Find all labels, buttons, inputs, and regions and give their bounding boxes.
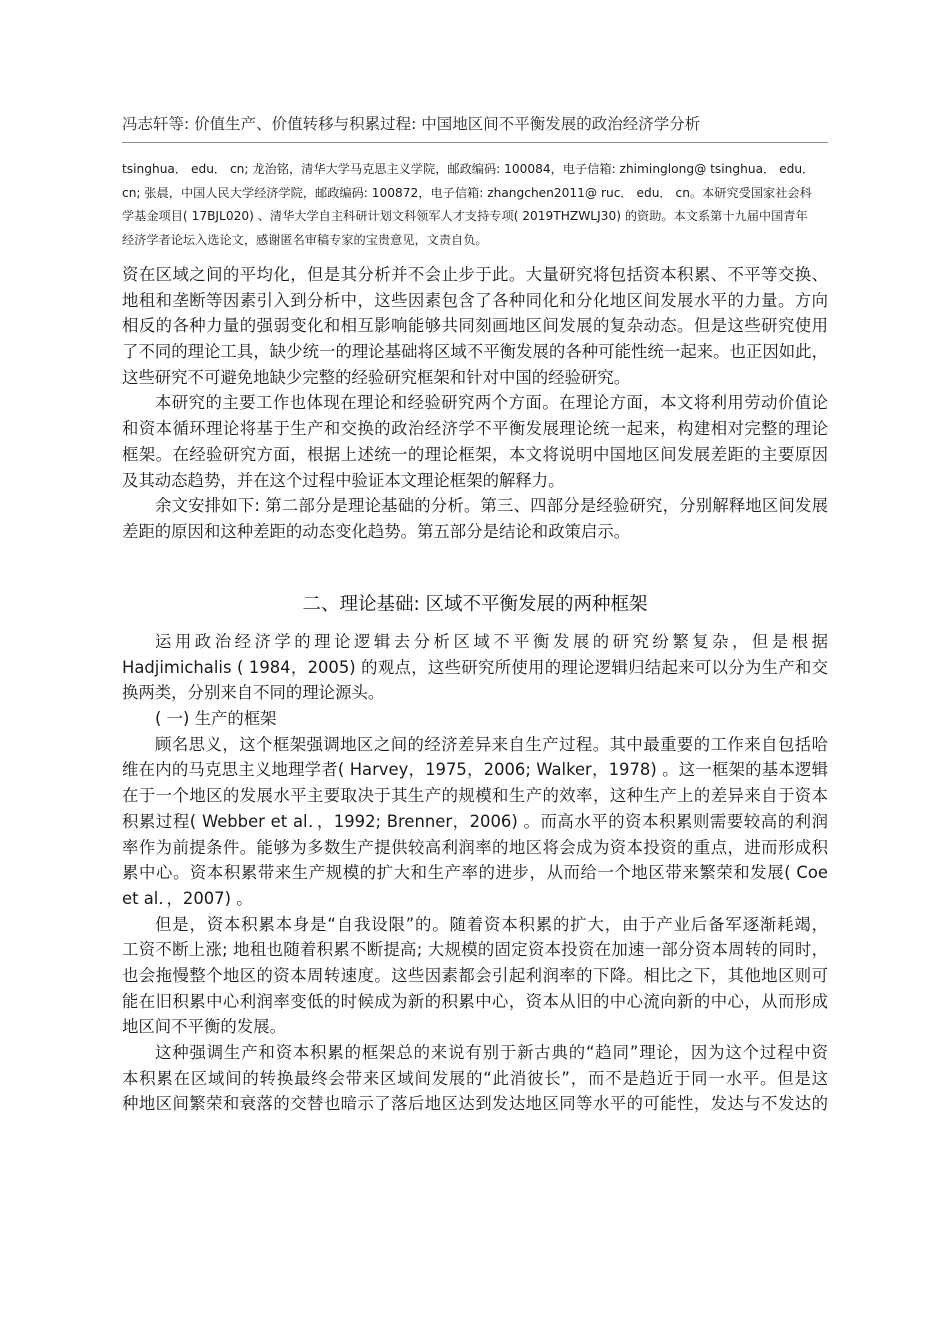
text-line: 了不同的理论工具，缺少统一的理论基础将区域不平衡发展的各种可能性统一起来。也正因如此， [122, 342, 828, 362]
footnote-line: 学基金项目( 17BJL020) 、清华大学自主科研计划文科领军人才支持专项( 2019THZWLJ30) 的资助。本文系第十九届中国青年 [122, 209, 808, 223]
text-line: 差距的原因和这种差距的动态变化趋势。第五部分是结论和政策启示。 [122, 521, 631, 541]
text-line: 余文安排如下: 第二部分是理论基础的分析。第三、四部分是经验研究，分别解释地区间发展 [155, 496, 828, 516]
footnote-line: 经济学者论坛入选论文，感谢匿名审稿专家的宝贵意见，文责自负。 [122, 232, 488, 247]
text-line: Hadjimichalis ( 1984，2005) 的观点，这些研究所使用的理论逻辑归结起来可以分为生产和交 [122, 657, 828, 677]
text-line: 维在内的马克思主义地理学者( Harvey，1975，2006; Walker，1978) 。这一框架的基本逻辑 [122, 760, 828, 780]
author-footnote [122, 158, 828, 252]
text-line: 本积累在区域间的转换最终会带来区域间发展的“此消彼长”，而不是趋近于同一水平。但是这 [122, 1068, 828, 1088]
text-line: et al．，2007) 。 [122, 888, 253, 908]
text-line: 种地区间繁荣和衰落的交替也暗示了落后地区达到发达地区同等水平的可能性，发达与不发达的 [122, 1094, 828, 1114]
text-line: 能在旧积累中心利润率变低的时候成为新的积累中心，资本从旧的中心流向新的中心，从而形成 [122, 991, 828, 1011]
subsection-heading: ( 一) 生产的框架 [155, 709, 277, 729]
body-text-part2 [122, 629, 828, 1117]
body-text-part1 [122, 262, 828, 545]
text-line: 框架。在经验研究方面，根据上述统一的理论框架，本文将说明中国地区间发展差距的主要原因 [122, 444, 828, 464]
text-line: 率作为前提条件。能够为多数生产提供较高利润率的地区将会成为资本投资的重点，进而形成积 [122, 837, 828, 857]
section-heading: 二、理论基础: 区域不平衡发展的两种框架 [302, 594, 648, 615]
text-line: 这些研究不可避免地缺少完整的经验研究框架和针对中国的经验研究。 [122, 367, 631, 387]
text-line: 工资不断上涨; 地租也随着积累不断提高; 大规模的固定资本投资在加速一部分资本周转的同时， [122, 940, 828, 960]
text-line: 资在区域之间的平均化，但是其分析并不会止步于此。大量研究将包括资本积累、不平等交换、 [122, 265, 828, 284]
text-line: 累中心。资本积累带来生产规模的扩大和生产率的进步，从而给一个地区带来繁荣和发展( Coe [122, 863, 828, 883]
text-line: 运用政治经济学的理论逻辑去分析区域不平衡发展的研究纷繁复杂，但是根据 [155, 632, 828, 651]
text-line: 及其动态趋势，并在这个过程中验证本文理论框架的解释力。 [122, 470, 565, 490]
text-line: 积累过程( Webber et al．，1992; Brenner，2006) 。而高水平的资本积累则需要较高的利润 [122, 811, 828, 831]
text-line: 但是，资本积累本身是“自我设限”的。随着资本积累的扩大，由于产业后备军逐渐耗竭， [155, 914, 828, 934]
text-line: 地租和垄断等因素引入到分析中，这些因素包含了各种同化和分化地区间发展水平的力量。方向 [122, 290, 828, 310]
text-line: 在于一个地区的发展水平主要取决于其生产的规模和生产的效率，这种生产上的差异来自于资本 [122, 786, 828, 806]
text-line: 地区间不平衡的发展。 [122, 1017, 286, 1037]
text-line: 顾名思义，这个框架强调地区之间的经济差异来自生产过程。其中最重要的工作来自包括哈 [155, 734, 828, 754]
header-divider [122, 142, 828, 143]
footnote-line: tsinghua． edu． cn; 龙治铭，清华大学马克思主义学院，邮政编码: 100084，电子信箱: zhiminglong@ tsinghua． edu． [122, 162, 815, 176]
text-line: 换两类，分别来自不同的理论源头。 [122, 683, 385, 703]
running-header: 冯志轩等: 价值生产、价值转移与积累过程: 中国地区间不平衡发展的政治经济学分析 [122, 115, 701, 133]
text-line: 和资本循环理论将基于生产和交换的政治经济学不平衡发展理论统一起来，构建相对完整的理论 [122, 419, 828, 439]
text-line: 本研究的主要工作也体现在理论和经验研究两个方面。在理论方面，本文将利用劳动价值论 [155, 393, 828, 413]
footnote-line: cn; 张晨，中国人民大学经济学院，邮政编码: 100872，电子信箱: zhangchen2011@ ruc． edu． cn。本研究受国家社会科 [122, 185, 812, 200]
text-line: 这种强调生产和资本积累的框架总的来说有别于新古典的“趋同”理论，因为这个过程中资 [155, 1043, 828, 1062]
text-line: 也会拖慢整个地区的资本周转速度。这些因素都会引起利润率的下降。相比之下，其他地区则可 [122, 965, 828, 985]
text-line: 相反的各种力量的强弱变化和相互影响能够共同刻画地区间发展的复杂动态。但是这些研究使用 [122, 316, 828, 336]
